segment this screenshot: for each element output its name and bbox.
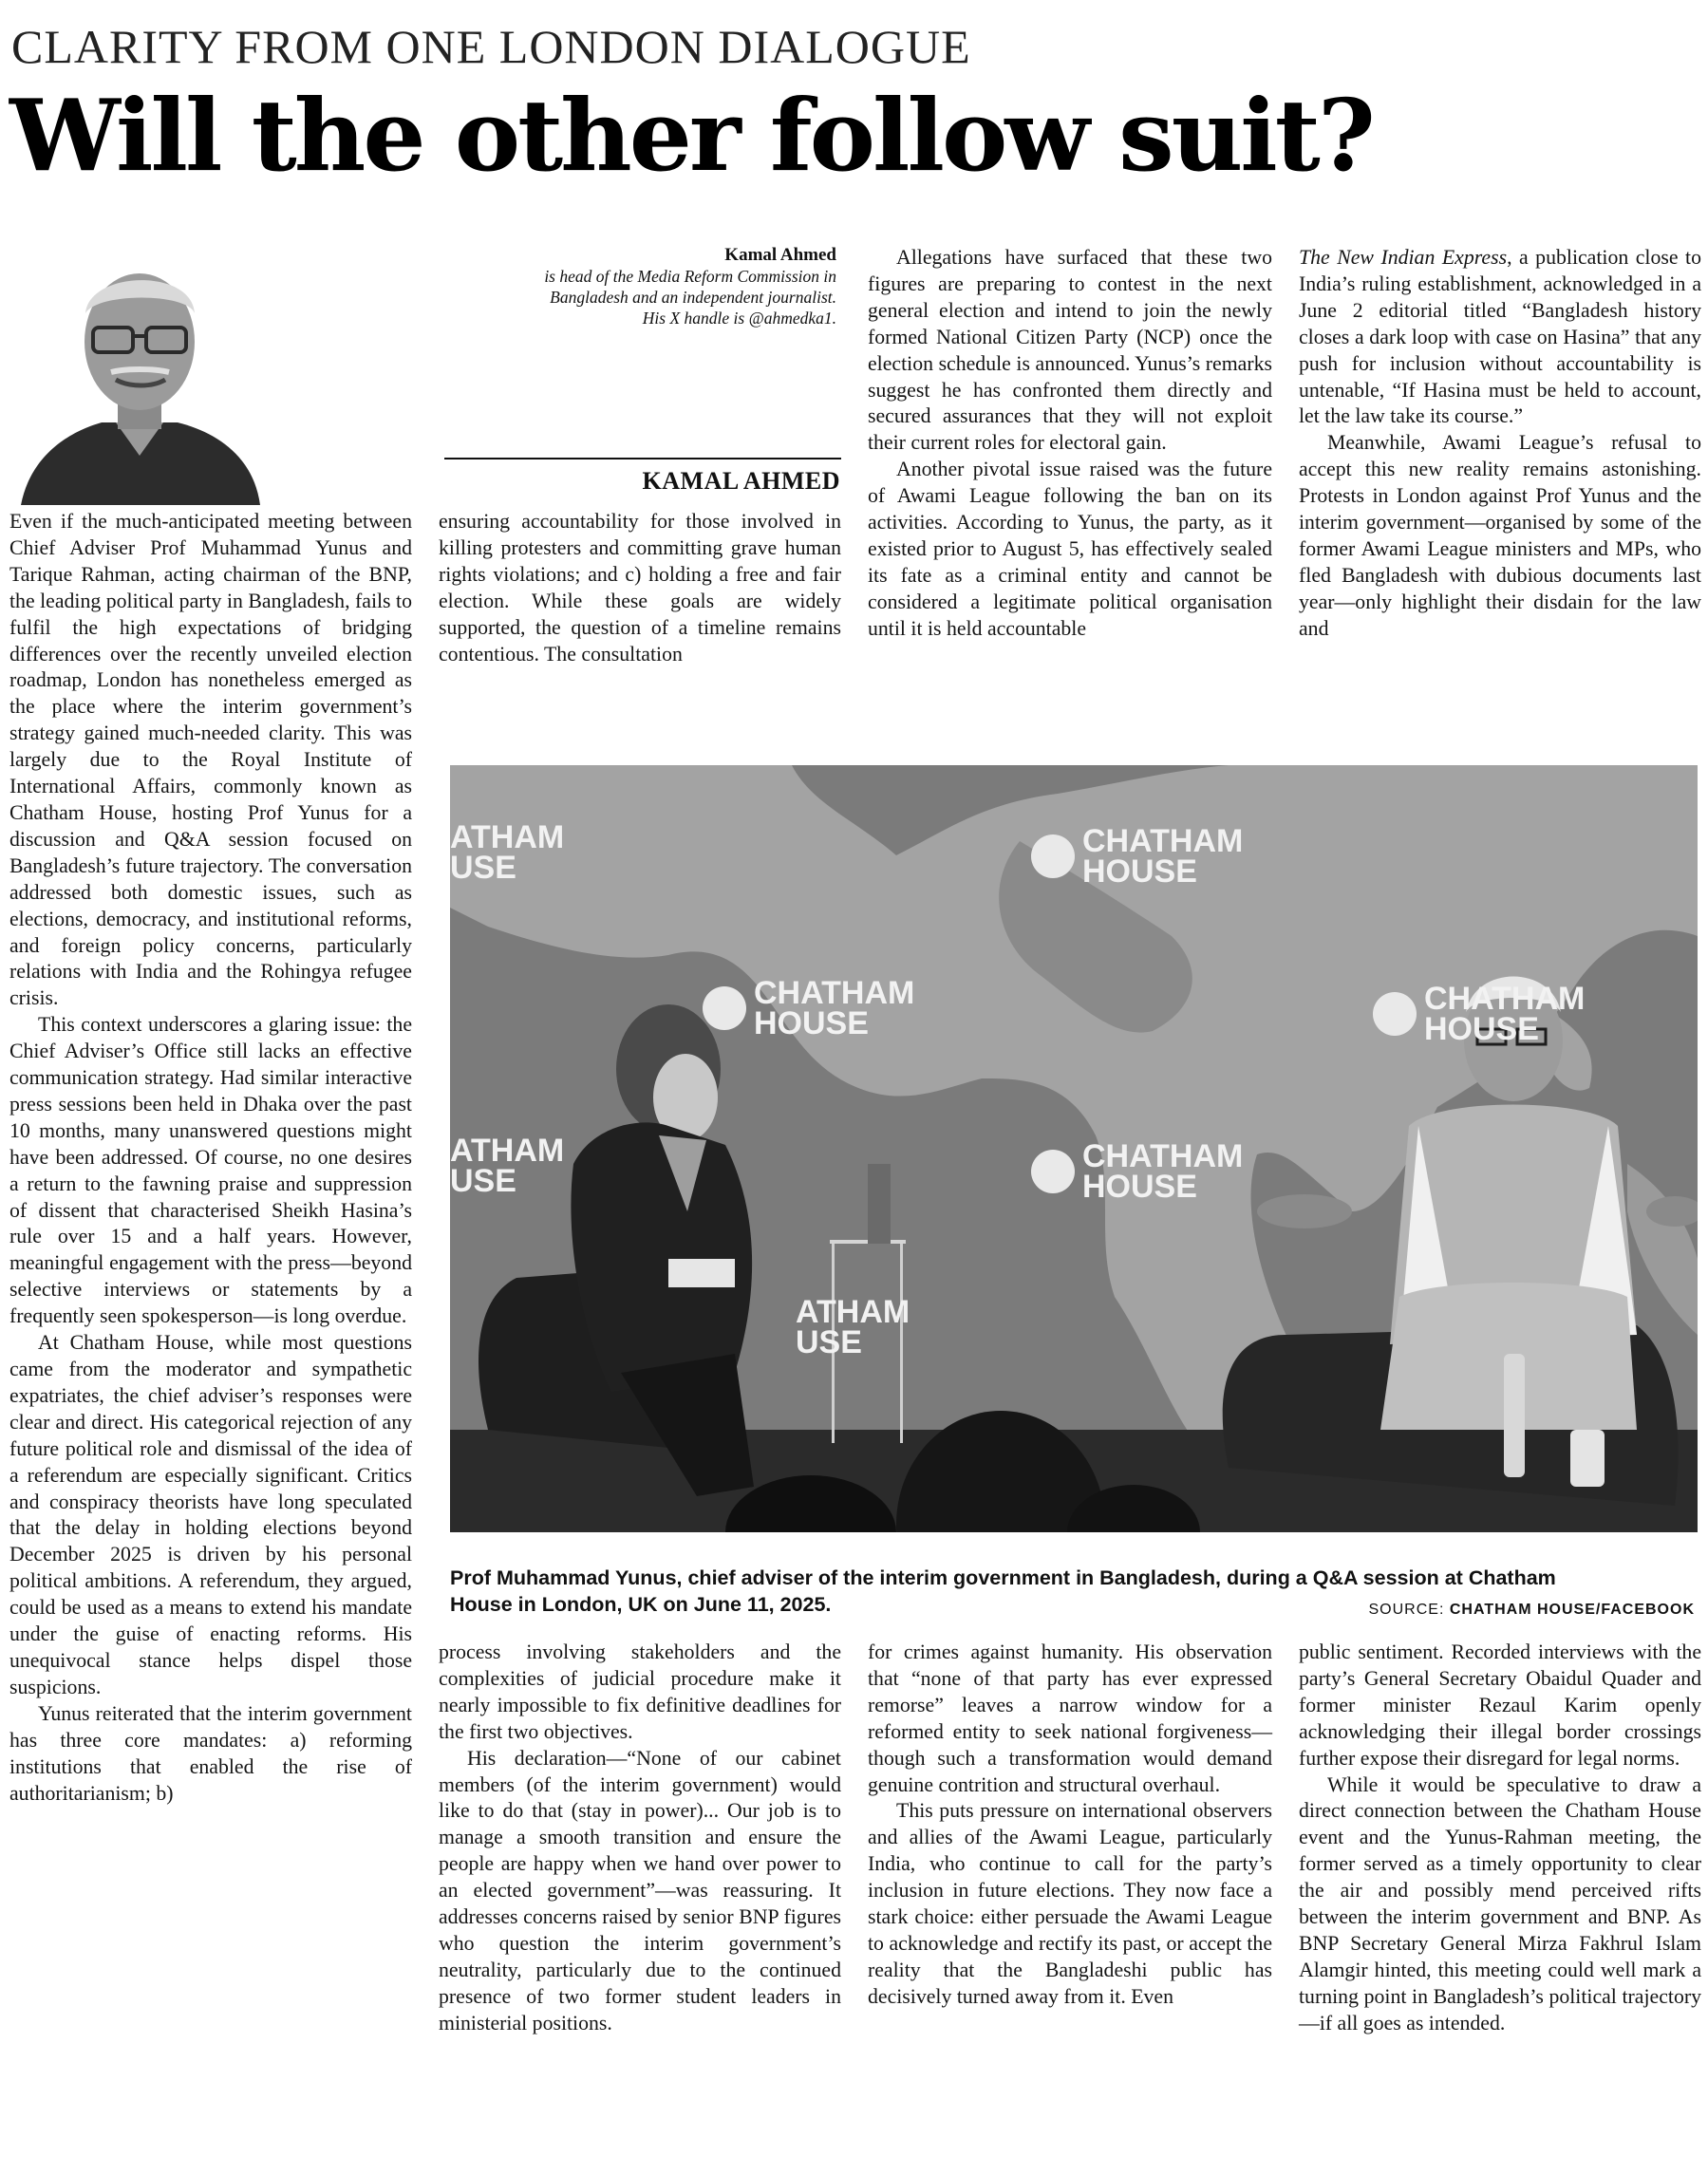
chatham-house-logo-4 (1031, 1138, 1244, 1205)
chatham-house-logo-3 (1373, 981, 1586, 1047)
col2-bottom-paragraph-1: process involving stakeholders and the complexities of judicial procedure make it nearly impossible to fix definitive deadlines for the first two objectives. (439, 1641, 841, 1743)
publication-name: The New Indian Express (1299, 246, 1508, 269)
col1-paragraph-1: Even if the much-anticipated meeting between Chief Adviser Prof Muhammad Yunus and Tarique Rahman, acting chairman of the BNP, the leading political party in Bangladesh, fails to fulfil the high expectations of bridging differences over the recently unveiled election roadmap, London has nonetheless emerged as the place where the interim government’s strategy gained much-needed clarity. This was largely due to the Royal Institute of International Affairs, commonly known as Chatham House, hosting Prof Yunus for a discussion and Q&A session focused on Bangladesh’s future trajectory. The conversation addressed both domestic issues, such as elections, democracy, and institutional reforms, and foreign policy concerns, particularly relations with India and the Rohingya refugee crisis. (9, 510, 412, 1010)
col3-bottom-paragraph-2: This puts pressure on international observers and allies of the Awami League, particularly India, who continue to call for the party’s inclusion in future elections. They now face a stark choice: either persuade the Awami League to acknowledge and rectify its past, or accept the reality that the Bangladeshi public has decisively turned away from it. Even (868, 1799, 1272, 2008)
column-4-bottom (1299, 1640, 1701, 2037)
kicker: CLARITY FROM ONE LONDON DIALOGUE (11, 20, 971, 73)
column-2-top (439, 509, 841, 667)
logo-partial-line-2: USE (796, 1324, 862, 1360)
headline: Will the other follow suit? (9, 77, 1373, 194)
author-name: Kamal Ahmed (724, 245, 836, 265)
author-desc-line-2: Bangladesh and an independent journalist. (550, 288, 836, 307)
col4-top-paragraph-2: Meanwhile, Awami League’s refusal to accept this new reality remains astonishing. Protests in London against Prof Yunus and the interim government—organised by some of the former Awami League ministers and MPs, who fled Bangladesh with dubious documents last year—only highlight their disdain for the law and (1299, 431, 1701, 640)
logo-partial-line-2: USE (450, 850, 516, 886)
col4-bottom-paragraph-1: public sentiment. Recorded interviews with the party’s General Secretary Obaidul Quader and former minister Rezaul Karim openly acknowledging their illegal border crossings further expose their disregard for legal norms. (1299, 1641, 1701, 1770)
col4-top-paragraph-1 (1299, 245, 1701, 430)
column-1 (9, 509, 412, 1807)
logo-partial-line-1: ATHAM (796, 1294, 910, 1330)
col3-top-paragraph-2: Another pivotal issue raised was the future of Awami League following the ban on its activities. According to Yunus, the party, as it existed prior to August 5, has effectively sealed its fate as a criminal entity and cannot be considered a legitimate political organisation until it is held accountable (868, 458, 1272, 640)
caption-line-2: House in London, UK on June 11, 2025. (450, 1593, 832, 1616)
column-4-top (1299, 245, 1701, 643)
chatham-house-logo-2 (703, 975, 915, 1041)
source-value: CHATHAM HOUSE/FACEBOOK (1449, 1602, 1695, 1618)
logo-partial-line-1: ATHAM (450, 1133, 565, 1169)
globe-icon (1031, 1150, 1075, 1193)
logo-partial-line-2: USE (450, 1163, 516, 1199)
col2-bottom-paragraph-2: His declaration—“None of our cabinet members (of the interim government) would like to do that (stay in power)... Our job is to manage a smooth transition and ensure the people are happy when we hand over power to an elected government”—was reassuring. It addresses concerns raised by senior BNP figures who question the interim government’s neutrality, particularly due to the continued presence of two former student leaders in ministerial positions. (439, 1746, 841, 2034)
caption-line-1: Prof Muhammad Yunus, chief adviser of the interim government in Bangladesh, during a Q&A session at Chatham (450, 1566, 1556, 1589)
byline: KAMAL AHMED (642, 467, 840, 495)
logo-partial-line-1: ATHAM (450, 819, 565, 855)
event-photo (450, 765, 1698, 1532)
col4-bottom-paragraph-2: While it would be speculative to draw a direct connection between the Chatham House event and the Yunus-Rahman meeting, the former served as a timely opportunity to clear the air and possibly mend perceived rifts between the interim government and BNP. As BNP Secretary General Mirza Fakhrul Islam Alamgir hinted, this meeting could well mark a turning point in Bangladesh’s political trajectory—if all goes as intended. (1299, 1772, 1701, 2034)
globe-icon (703, 986, 746, 1030)
col4-top-paragraph-1-rest: , a publication close to India’s ruling establishment, acknowledged in a June 2 editorial titled “Bangladesh history closes a dark loop with case on Hasina” that any push for inclusion without accountability is untenable, “If Hasina must be held to account, let the law take its course.” (1299, 246, 1701, 428)
col3-top-paragraph-1: Allegations have surfaced that these two figures are preparing to contest in the next general election and intend to join the newly formed National Citizen Party (NCP) once the election schedule is announced. Yunus’s remarks suggest he has confronted them directly and secured assurances that they will not exploit their current roles for electoral gain. (868, 246, 1272, 455)
globe-icon (1031, 834, 1075, 878)
logo-line-1: CHATHAM (754, 975, 915, 1011)
chatham-house-logo-1 (1031, 823, 1244, 890)
logo-line-2: HOUSE (754, 1005, 869, 1041)
logo-line-2: HOUSE (1424, 1011, 1539, 1047)
logo-line-2: HOUSE (1082, 853, 1197, 890)
logo-line-1: CHATHAM (1082, 823, 1244, 859)
author-portrait (11, 237, 268, 505)
col2-top-text: ensuring accountability for those involved in killing protesters and committing grave human rights violations; and c) holding a free and fair election. While these goals are widely supported, the question of a timeline remains contentious. The consultation (439, 510, 841, 666)
logo-line-1: CHATHAM (1424, 981, 1586, 1017)
column-2-bottom (439, 1640, 841, 2037)
col1-paragraph-4: Yunus reiterated that the interim government has three core mandates: a) reforming institutions that enabled the rise of authoritarianism; b) (9, 1701, 412, 1805)
column-3-top (868, 245, 1272, 643)
author-desc-line-1: is head of the Media Reform Commission in (544, 267, 836, 286)
chatham-house-logo-partial-3 (796, 1294, 910, 1360)
photo-source (1368, 1602, 1695, 1619)
byline-rule (444, 458, 841, 459)
col1-paragraph-2: This context underscores a glaring issue: the Chief Adviser’s Office still lacks an effective communication strategy. Had similar interactive press sessions been held in Dhaka over the past 10 months, many unanswered questions might have been addressed. Of course, no one desires a return to the fawning praise and suppression of dissent that characterised Sheikh Hasina’s rule over 15 and a half years. However, meaningful engagement with the press—beyond selective interviews or statements by a frequently seen spokesperson—is long overdue. (9, 1013, 412, 1328)
chatham-house-logo-partial-2 (450, 1133, 565, 1199)
source-label: SOURCE: (1368, 1602, 1445, 1618)
column-3-bottom (868, 1640, 1272, 2011)
globe-icon (1373, 992, 1417, 1036)
col1-paragraph-3: At Chatham House, while most questions came from the moderator and sympathetic expatriates, the chief adviser’s responses were clear and direct. His categorical rejection of any future political role and dismissal of the idea of a referendum are especially significant. Critics and conspiracy theorists have long speculated that the delay in holding elections beyond December 2025 is driven by his personal political ambitions. A referendum, they argued, could be used as a means to extend his mandate under the guise of enacting reforms. His unequivocal stance helps dispel those suspicions. (9, 1331, 412, 1698)
logo-line-1: CHATHAM (1082, 1138, 1244, 1174)
chatham-house-logo-partial-1 (450, 819, 565, 886)
author-desc-line-3: His X handle is @ahmedka1. (642, 309, 836, 328)
col3-bottom-paragraph-1: for crimes against humanity. His observation that “none of that party has ever expressed remorse” leaves a narrow window for a reformed entity to seek national forgiveness—though such a transformation would demand genuine contrition and structural overhaul. (868, 1641, 1272, 1796)
logo-line-2: HOUSE (1082, 1169, 1197, 1205)
